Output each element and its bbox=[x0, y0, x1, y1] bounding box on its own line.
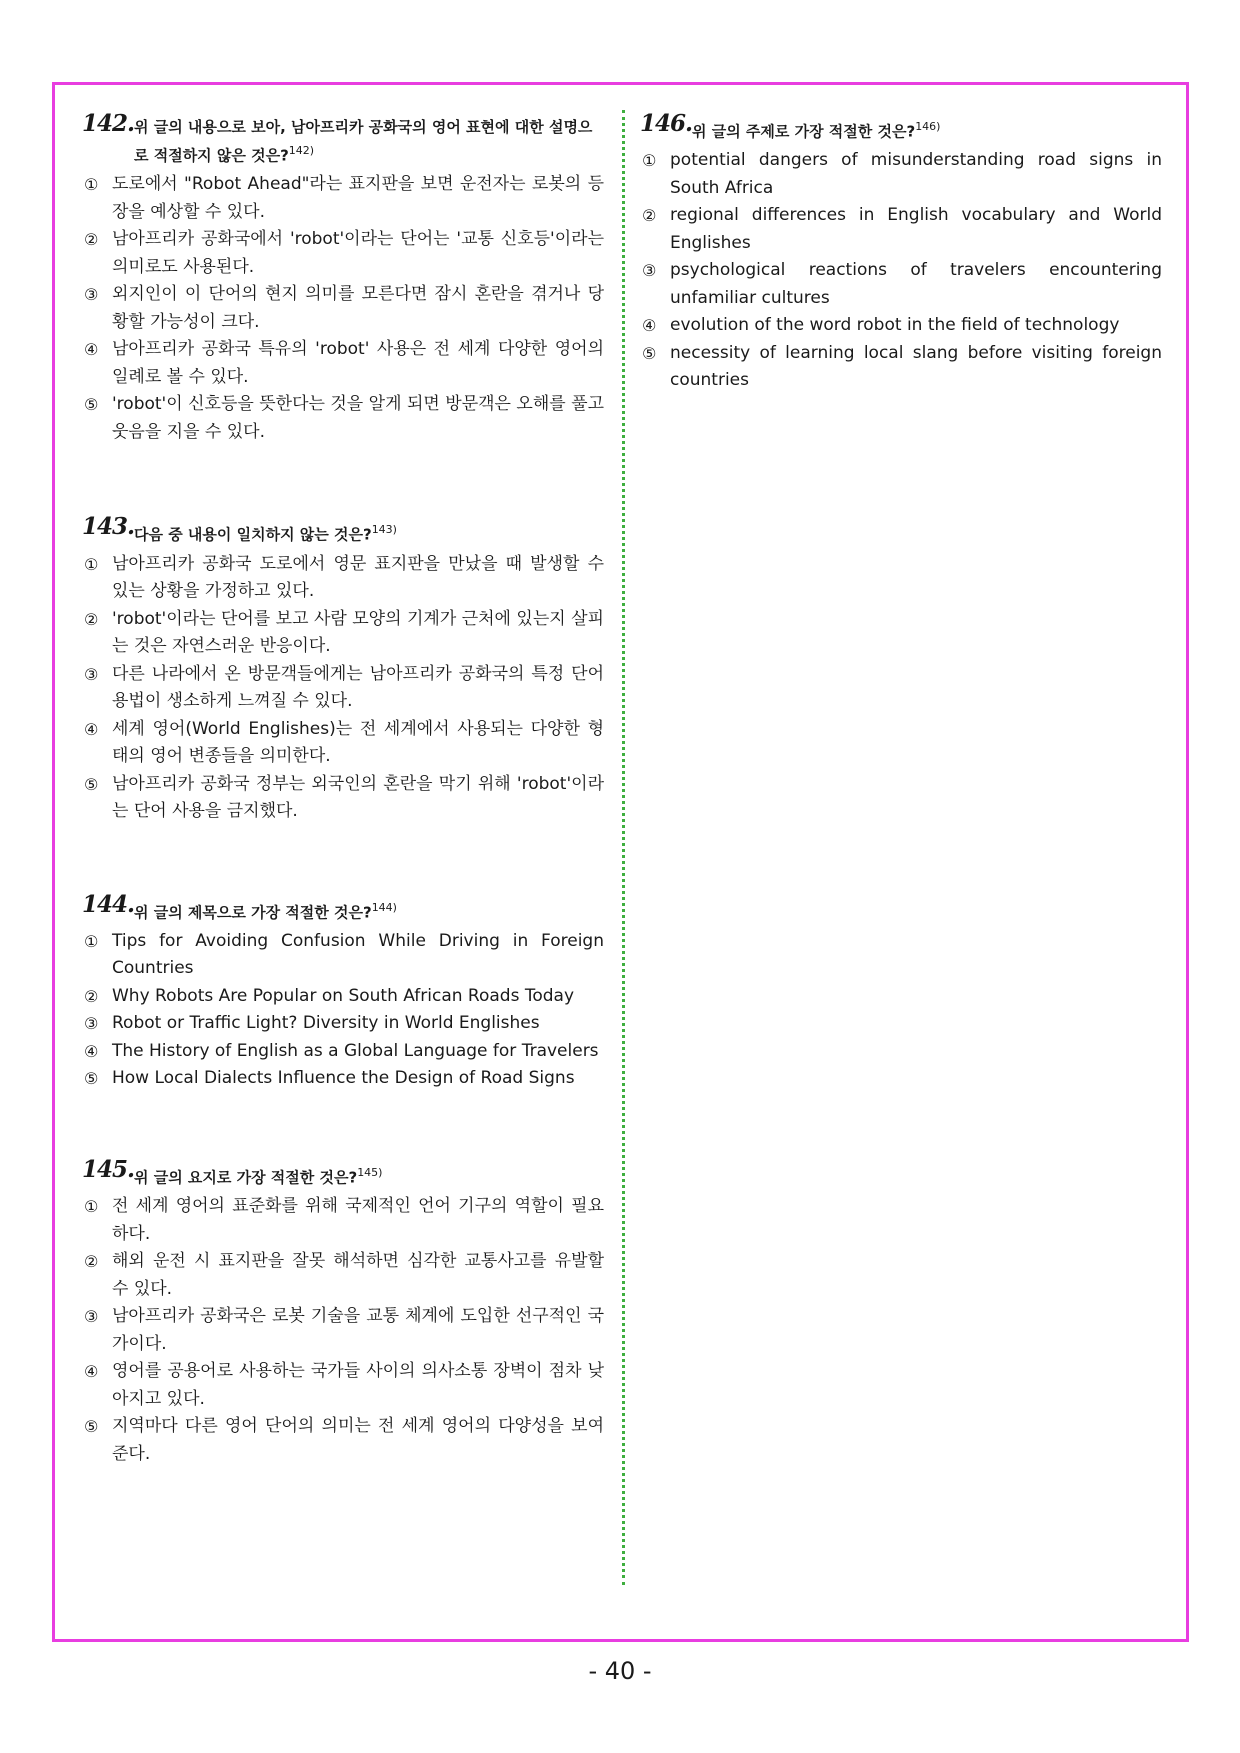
answer-choice[interactable] bbox=[82, 1010, 604, 1038]
answer-choice[interactable] bbox=[82, 171, 604, 226]
answer-choice[interactable] bbox=[640, 312, 1162, 340]
question-prompt: 위 글의 내용으로 보아, 남아프리카 공화국의 영어 표현에 대한 설명으로 적절하지 않은 것은? bbox=[134, 118, 593, 165]
choice-mark: ⑤ bbox=[84, 774, 99, 794]
question-header bbox=[82, 890, 604, 924]
question-header bbox=[640, 110, 1162, 143]
choice-text: 외지인이 이 단어의 현지 의미를 모른다면 잠시 혼란을 겪거나 당황할 가능성이 크다. bbox=[112, 284, 604, 332]
question-number: 145. bbox=[82, 1155, 135, 1183]
answer-choice[interactable] bbox=[82, 928, 604, 983]
choice-mark: ④ bbox=[84, 1362, 99, 1382]
question-prompt: 위 글의 제목으로 가장 적절한 것은? bbox=[134, 902, 372, 921]
column-divider bbox=[622, 110, 625, 1585]
choice-mark: ③ bbox=[84, 285, 99, 305]
choice-text: evolution of the word robot in the field of technology bbox=[670, 315, 1120, 336]
answer-choices bbox=[82, 171, 604, 446]
answer-choice[interactable] bbox=[82, 716, 604, 771]
question-header bbox=[82, 110, 604, 167]
choice-mark: ⑤ bbox=[84, 1069, 99, 1089]
answer-choice[interactable] bbox=[82, 661, 604, 716]
choice-mark: ③ bbox=[84, 1307, 99, 1327]
choice-mark: ① bbox=[84, 554, 99, 574]
choice-mark: ④ bbox=[84, 340, 99, 360]
footnote-marker: 142) bbox=[288, 144, 315, 157]
choice-text: regional differences in English vocabulary and World Englishes bbox=[670, 205, 1162, 253]
answer-choice[interactable] bbox=[640, 257, 1162, 312]
answer-choice[interactable] bbox=[82, 1038, 604, 1066]
question-header bbox=[82, 513, 604, 546]
choice-text: Why Robots Are Popular on South African Roads Today bbox=[112, 985, 575, 1006]
answer-choice[interactable] bbox=[82, 771, 604, 826]
choice-mark: ① bbox=[84, 1197, 99, 1217]
question-header bbox=[82, 1155, 604, 1189]
choice-mark: ① bbox=[642, 151, 657, 171]
choice-text: 남아프리카 공화국에서 'robot'이라는 단어는 '교통 신호등'이라는 의미로도 사용된다. bbox=[112, 229, 604, 277]
answer-choice[interactable] bbox=[82, 1413, 604, 1468]
question-number: 143. bbox=[82, 513, 135, 541]
answer-choice[interactable] bbox=[82, 983, 604, 1011]
choice-text: necessity of learning local slang before visiting foreign countries bbox=[670, 342, 1162, 391]
question-142 bbox=[82, 110, 604, 446]
question-prompt: 다음 중 내용이 일치하지 않는 것은? bbox=[134, 525, 372, 544]
question-144 bbox=[82, 890, 604, 1093]
answer-choices bbox=[82, 928, 604, 1093]
answer-choice[interactable] bbox=[82, 1193, 604, 1248]
answer-choice[interactable] bbox=[82, 226, 604, 281]
page-number: - 40 - bbox=[588, 1657, 652, 1685]
choice-text: 남아프리카 공화국 도로에서 영문 표지판을 만났을 때 발생할 수 있는 상황을 가정하고 있다. bbox=[112, 553, 604, 602]
footnote-marker: 144) bbox=[371, 900, 397, 914]
footnote-marker: 145) bbox=[357, 1165, 383, 1179]
question-number: 146. bbox=[640, 110, 693, 137]
answer-choices bbox=[640, 147, 1162, 395]
choice-mark: ① bbox=[84, 931, 99, 951]
footnote-marker: 146) bbox=[915, 120, 941, 133]
choice-mark: ② bbox=[84, 230, 99, 250]
question-146 bbox=[640, 110, 1162, 395]
right-column bbox=[640, 110, 1162, 395]
question-prompt: 위 글의 요지로 가장 적절한 것은? bbox=[134, 1168, 358, 1187]
answer-choice[interactable] bbox=[82, 281, 604, 336]
question-number: 142. bbox=[82, 110, 135, 137]
choice-text: Tips for Avoiding Confusion While Driving in Foreign Countries bbox=[112, 930, 604, 979]
choice-text: 전 세계 영어의 표준화를 위해 국제적인 언어 기구의 역할이 필요하다. bbox=[112, 1196, 604, 1244]
answer-choice[interactable] bbox=[640, 147, 1162, 202]
choice-text: 남아프리카 공화국은 로봇 기술을 교통 체계에 도입한 선구적인 국가이다. bbox=[112, 1306, 604, 1354]
answer-choice[interactable] bbox=[82, 606, 604, 661]
choice-mark: ③ bbox=[642, 261, 657, 281]
left-column bbox=[82, 110, 604, 1468]
choice-mark: ⑤ bbox=[84, 1417, 99, 1437]
answer-choice[interactable] bbox=[640, 202, 1162, 257]
question-number: 144. bbox=[82, 890, 135, 918]
choice-mark: ② bbox=[642, 206, 657, 226]
choice-mark: ③ bbox=[84, 664, 99, 684]
choice-text: 해외 운전 시 표지판을 잘못 해석하면 심각한 교통사고를 유발할 수 있다. bbox=[112, 1251, 604, 1299]
answer-choice[interactable] bbox=[640, 340, 1162, 395]
choice-text: potential dangers of misunderstanding road signs in South Africa bbox=[670, 150, 1162, 198]
choice-mark: ② bbox=[84, 1252, 99, 1272]
choice-mark: ② bbox=[84, 986, 99, 1006]
answer-choice[interactable] bbox=[82, 551, 604, 606]
question-prompt: 위 글의 주제로 가장 적절한 것은? bbox=[692, 122, 916, 141]
choice-text: How Local Dialects Influence the Design of Road Signs bbox=[112, 1068, 575, 1089]
choice-mark: ④ bbox=[642, 316, 657, 336]
choice-text: 남아프리카 공화국 정부는 외국인의 혼란을 막기 위해 'robot'이라는 단어 사용을 금지했다. bbox=[112, 773, 604, 822]
question-145 bbox=[82, 1155, 604, 1468]
choice-text: psychological reactions of travelers encountering unfamiliar cultures bbox=[670, 260, 1162, 308]
choice-mark: ④ bbox=[84, 1041, 99, 1061]
answer-choice[interactable] bbox=[82, 1065, 604, 1093]
choice-text: 'robot'이라는 단어를 보고 사람 모양의 기계가 근처에 있는지 살피는 것은 자연스러운 반응이다. bbox=[112, 608, 604, 657]
answer-choice[interactable] bbox=[82, 391, 604, 446]
answer-choice[interactable] bbox=[82, 336, 604, 391]
answer-choices bbox=[82, 551, 604, 826]
answer-choice[interactable] bbox=[82, 1248, 604, 1303]
choice-text: 도로에서 "Robot Ahead"라는 표지판을 보면 운전자는 로봇의 등장을 예상할 수 있다. bbox=[112, 174, 604, 222]
answer-choice[interactable] bbox=[82, 1358, 604, 1413]
choice-text: The History of English as a Global Language for Travelers bbox=[112, 1040, 599, 1061]
choice-mark: ② bbox=[84, 609, 99, 629]
question-143 bbox=[82, 513, 604, 825]
choice-text: 세계 영어(World Englishes)는 전 세계에서 사용되는 다양한 형태의 영어 변종들을 의미한다. bbox=[112, 718, 604, 767]
choice-text: 다른 나라에서 온 방문객들에게는 남아프리카 공화국의 특정 단어 용법이 생소하게 느껴질 수 있다. bbox=[112, 663, 604, 712]
answer-choice[interactable] bbox=[82, 1303, 604, 1358]
choice-text: 지역마다 다른 영어 단어의 의미는 전 세계 영어의 다양성을 보여준다. bbox=[112, 1416, 604, 1464]
choice-text: 남아프리카 공화국 특유의 'robot' 사용은 전 세계 다양한 영어의 일례로 볼 수 있다. bbox=[112, 339, 604, 387]
choice-mark: ③ bbox=[84, 1014, 99, 1034]
choice-text: Robot or Traffic Light? Diversity in World Englishes bbox=[112, 1013, 540, 1034]
choice-mark: ⑤ bbox=[642, 343, 657, 363]
footnote-marker: 143) bbox=[371, 523, 397, 537]
choice-text: 'robot'이 신호등을 뜻한다는 것을 알게 되면 방문객은 오해를 풀고 웃음을 지을 수 있다. bbox=[112, 394, 604, 442]
choice-mark: ④ bbox=[84, 719, 99, 739]
choice-text: 영어를 공용어로 사용하는 국가들 사이의 의사소통 장벽이 점차 낮아지고 있다. bbox=[112, 1361, 604, 1409]
choice-mark: ⑤ bbox=[84, 395, 99, 415]
answer-choices bbox=[82, 1193, 604, 1468]
choice-mark: ① bbox=[84, 175, 99, 195]
